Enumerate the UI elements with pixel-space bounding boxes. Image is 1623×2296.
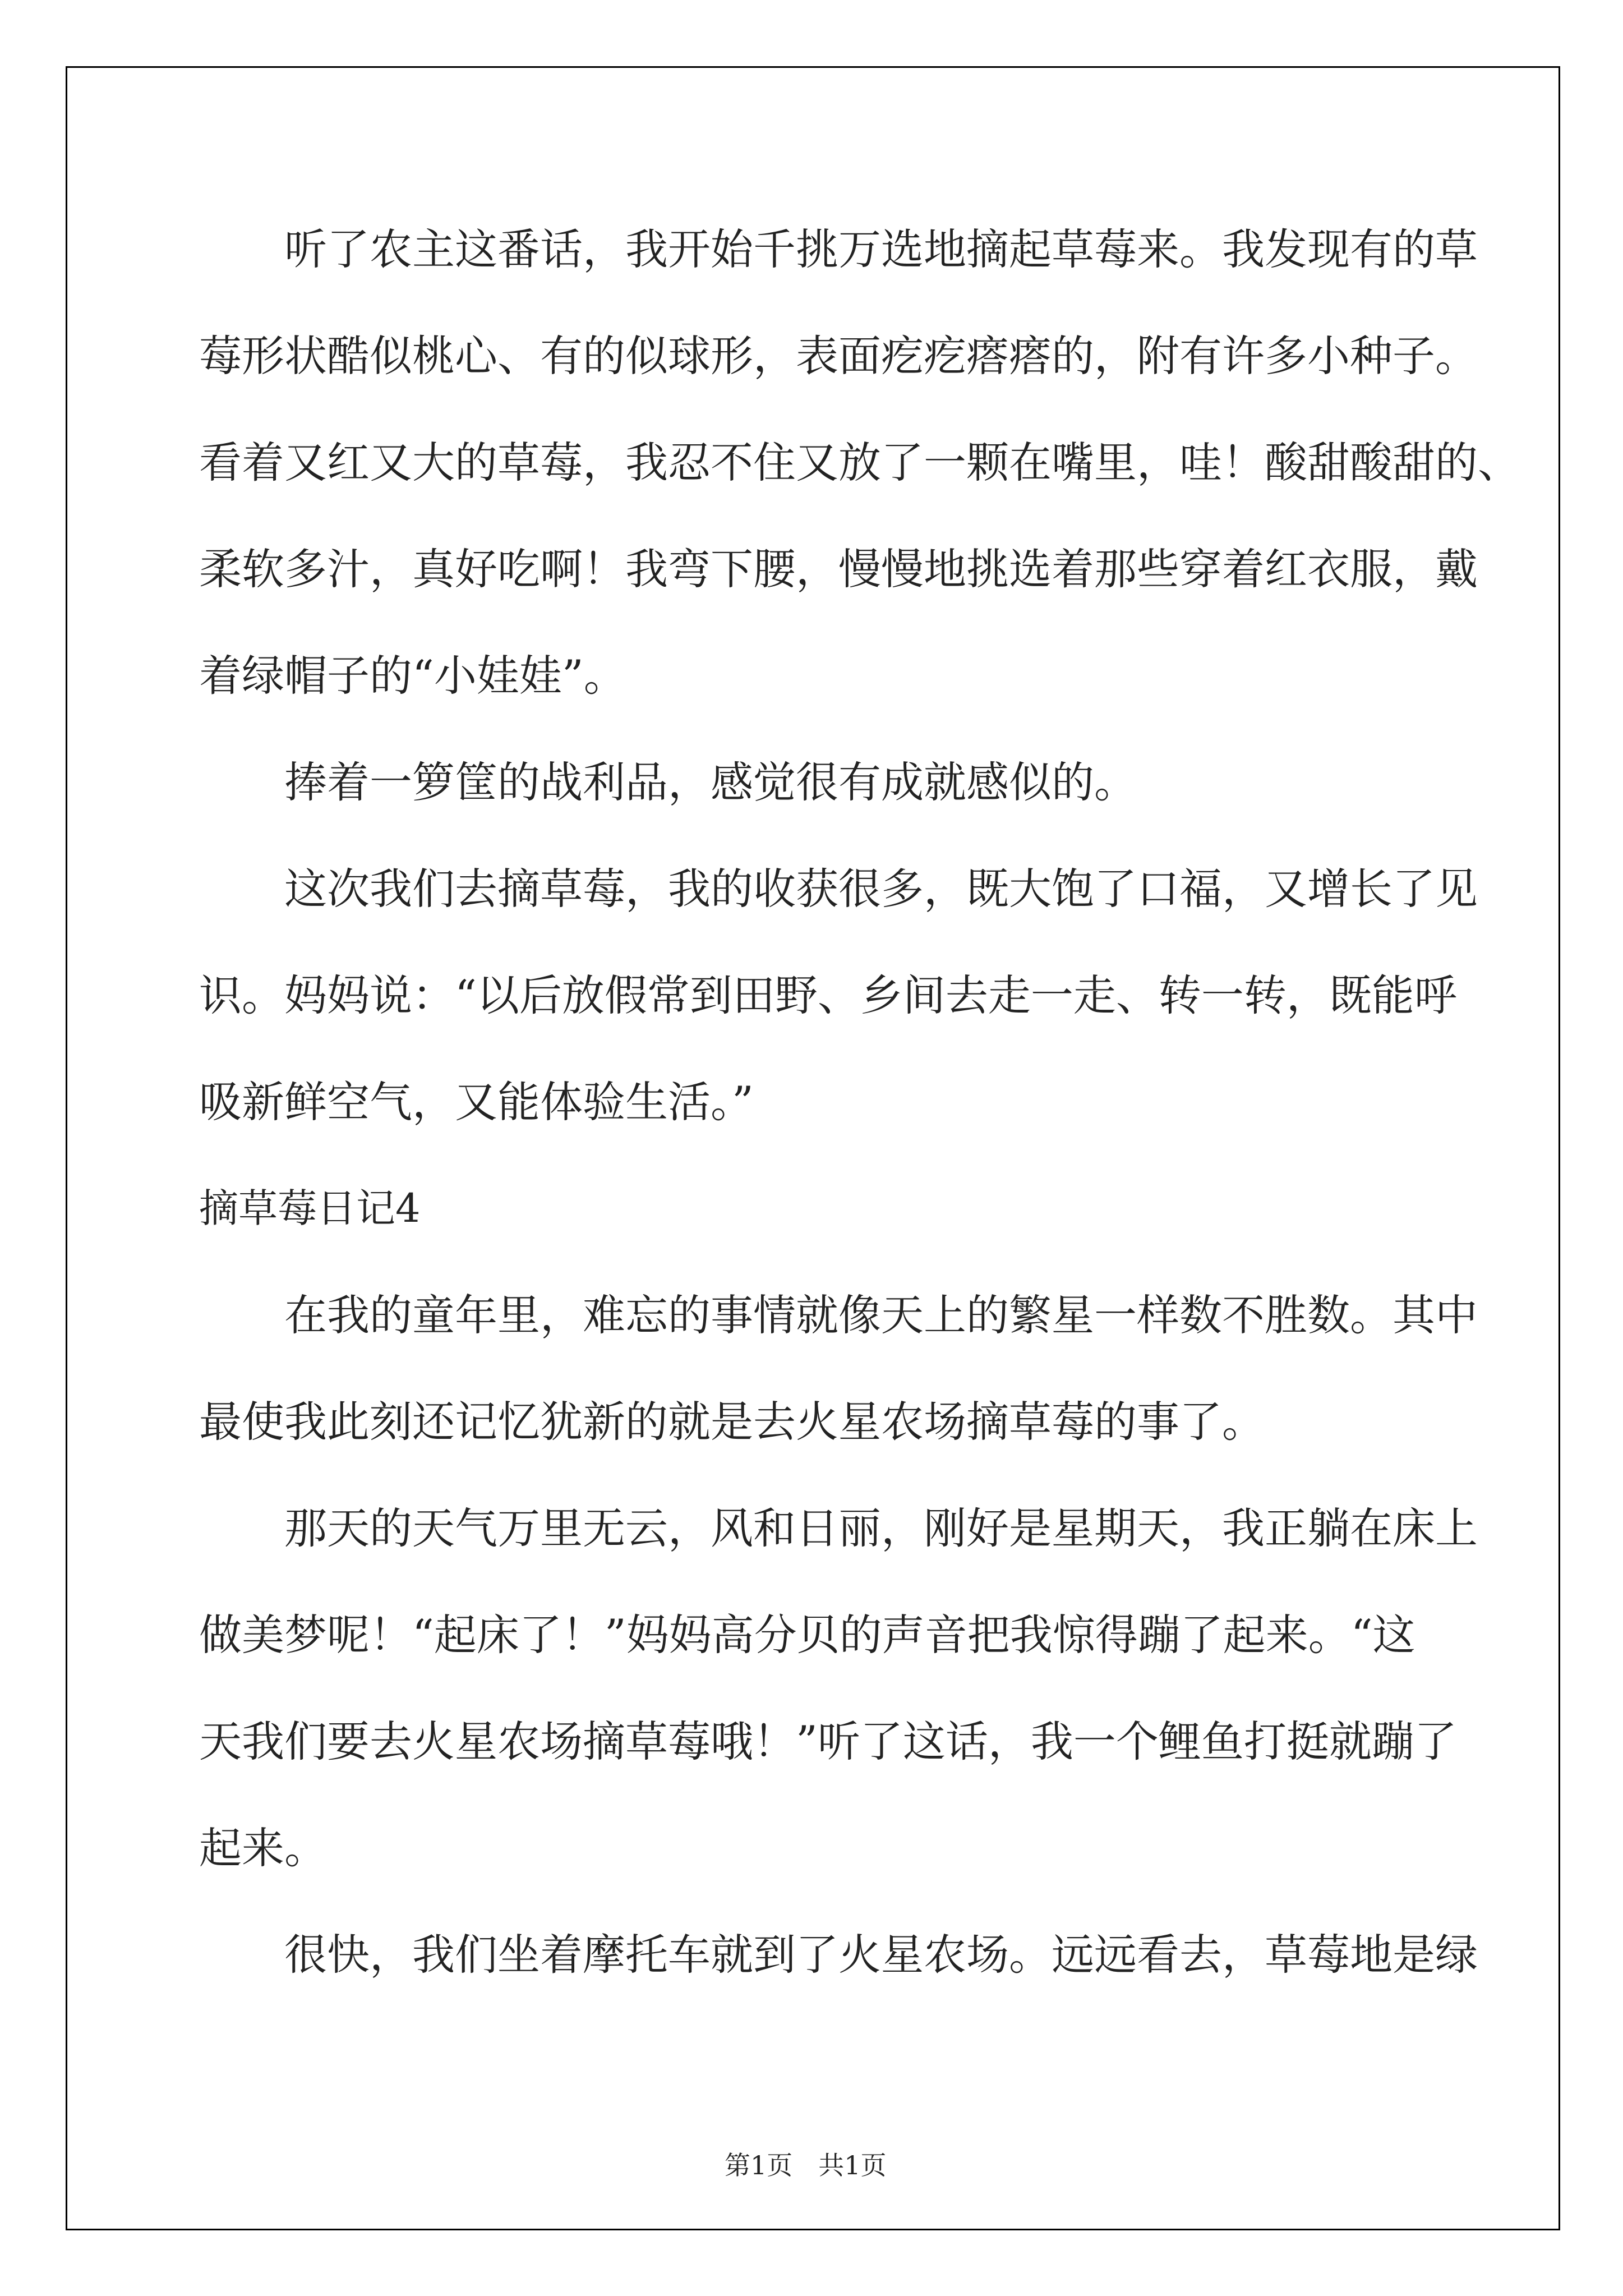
page-total: 共1页 — [818, 2150, 887, 2180]
page-border — [66, 66, 1560, 2230]
paragraph-line: 识。妈妈说：“以后放假常到田野、乡间去走一走、转一转，既能呼 — [199, 970, 1457, 1020]
page-number: 第1页 — [725, 2150, 793, 2180]
paragraph-line: 莓形状酷似桃心、有的似球形，表面疙疙瘩瘩的，附有许多小种子。 — [199, 331, 1478, 381]
paragraph-line: 柔软多汁，真好吃啊！我弯下腰，慢慢地挑选着那些穿着红衣服，戴 — [199, 544, 1478, 594]
paragraph-line: 在我的童年里，难忘的事情就像天上的繁星一样数不胜数。其中 — [199, 1290, 1478, 1340]
paragraph-line: 很快，我们坐着摩托车就到了火星农场。远远看去，草莓地是绿 — [199, 1930, 1478, 1980]
paragraph-line: 最使我此刻还记忆犹新的就是去火星农场摘草莓的事了。 — [199, 1397, 1265, 1447]
paragraph-line: 着绿帽子的“小娃娃”。 — [199, 651, 626, 701]
paragraph-line: 起来。 — [199, 1823, 327, 1873]
page-footer — [725, 2145, 898, 2182]
paragraph-line: 捧着一箩筐的战利品，感觉很有成就感似的。 — [199, 757, 1137, 807]
paragraph-line: 这次我们去摘草莓，我的收获很多，既大饱了口福，又增长了见 — [199, 864, 1478, 914]
paragraph-line: 天我们要去火星农场摘草莓哦！”听了这话，我一个鲤鱼打挺就蹦了 — [199, 1717, 1457, 1766]
paragraph-line: 做美梦呢！“起床了！”妈妈高分贝的声音把我惊得蹦了起来。“这 — [199, 1610, 1415, 1660]
paragraph-line: 吸新鲜空气，又能体验生活。” — [199, 1077, 754, 1127]
paragraph-line: 看着又红又大的草莓，我忍不住又放了一颗在嘴里，哇！酸甜酸甜的、 — [199, 438, 1520, 487]
paragraph-line: 那天的天气万里无云，风和日丽，刚好是星期天，我正躺在床上 — [199, 1503, 1478, 1553]
section-heading: 摘草莓日记4 — [199, 1185, 421, 1231]
paragraph-line: 听了农主这番话，我开始千挑万选地摘起草莓来。我发现有的草 — [199, 224, 1478, 274]
